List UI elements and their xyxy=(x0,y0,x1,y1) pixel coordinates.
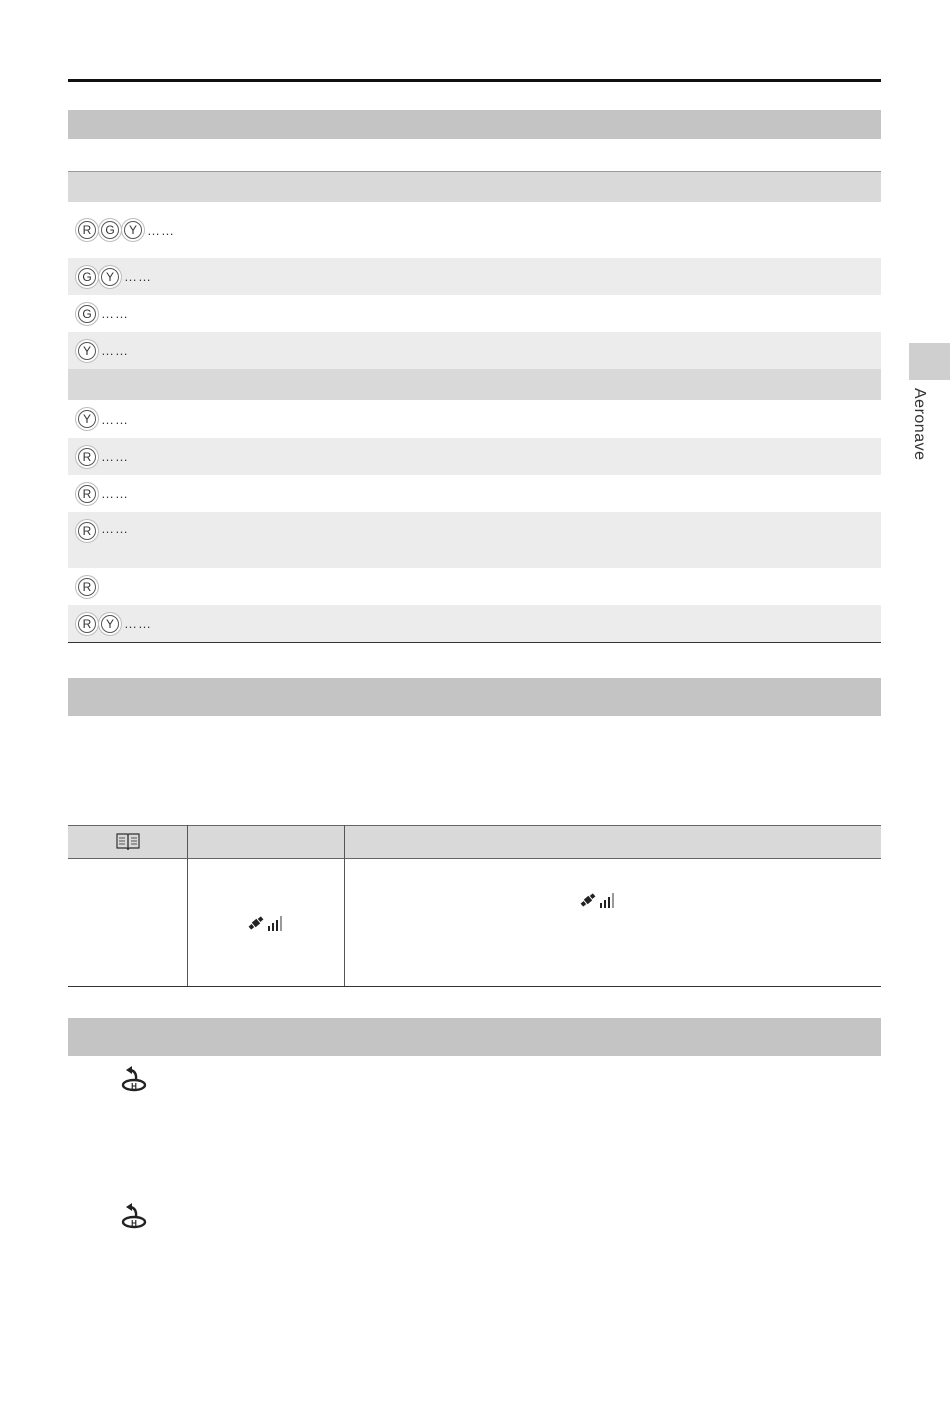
led-y-icon: Y xyxy=(101,615,119,633)
section-header-return-home xyxy=(68,1018,881,1056)
table-subheader-1 xyxy=(68,171,881,202)
led-y-icon: Y xyxy=(101,268,119,286)
led-row-10 xyxy=(68,605,881,642)
led-row-2 xyxy=(68,258,881,295)
side-tab xyxy=(909,343,950,380)
blink-dots: …… xyxy=(147,222,175,238)
section-header-aircraft-status xyxy=(68,110,881,139)
blink-dots: …… xyxy=(101,486,129,501)
led-row-7 xyxy=(68,475,881,512)
svg-text:H: H xyxy=(131,1082,137,1091)
table-1-bottom-rule xyxy=(68,642,881,643)
satellite-signal-icon xyxy=(248,913,286,933)
led-r-icon: R xyxy=(78,485,96,503)
led-y-icon: Y xyxy=(124,221,142,239)
led-r-icon: R xyxy=(78,615,96,633)
led-row-5 xyxy=(68,400,881,438)
table-2-header xyxy=(68,825,881,859)
led-r-icon: R xyxy=(78,448,96,466)
svg-text:H: H xyxy=(131,1219,137,1228)
blink-dots: …… xyxy=(101,521,129,536)
led-r-icon: R xyxy=(78,578,96,596)
blink-dots: …… xyxy=(101,449,129,464)
table-2-divider-2 xyxy=(344,825,345,987)
blink-dots: …… xyxy=(124,616,152,631)
table-2-divider-1 xyxy=(187,825,188,987)
section-header-gps xyxy=(68,678,881,716)
led-row-4 xyxy=(68,332,881,369)
led-row-8 xyxy=(68,512,881,568)
led-row-6 xyxy=(68,438,881,475)
blink-dots: …… xyxy=(124,269,152,284)
book-icon xyxy=(115,832,141,852)
led-y-icon: Y xyxy=(78,410,96,428)
led-g-icon: G xyxy=(78,268,96,286)
satellite-signal-icon xyxy=(580,890,618,910)
led-g-icon: G xyxy=(101,221,119,239)
led-row-9 xyxy=(68,568,881,605)
return-to-home-icon xyxy=(119,1066,149,1092)
led-g-icon: G xyxy=(78,305,96,323)
led-row-3 xyxy=(68,295,881,332)
blink-dots: …… xyxy=(101,306,129,321)
blink-dots: …… xyxy=(101,343,129,358)
table-2-bottom-rule xyxy=(68,986,881,987)
table-subheader-2 xyxy=(68,369,881,400)
top-rule xyxy=(68,79,881,82)
led-r-icon: R xyxy=(78,221,96,239)
side-tab-label: Aeronave xyxy=(911,388,928,461)
led-row-1 xyxy=(68,202,881,258)
blink-dots: …… xyxy=(101,411,129,427)
led-r-icon: R xyxy=(78,522,96,540)
led-y-icon: Y xyxy=(78,342,96,360)
return-to-home-icon xyxy=(119,1203,149,1229)
